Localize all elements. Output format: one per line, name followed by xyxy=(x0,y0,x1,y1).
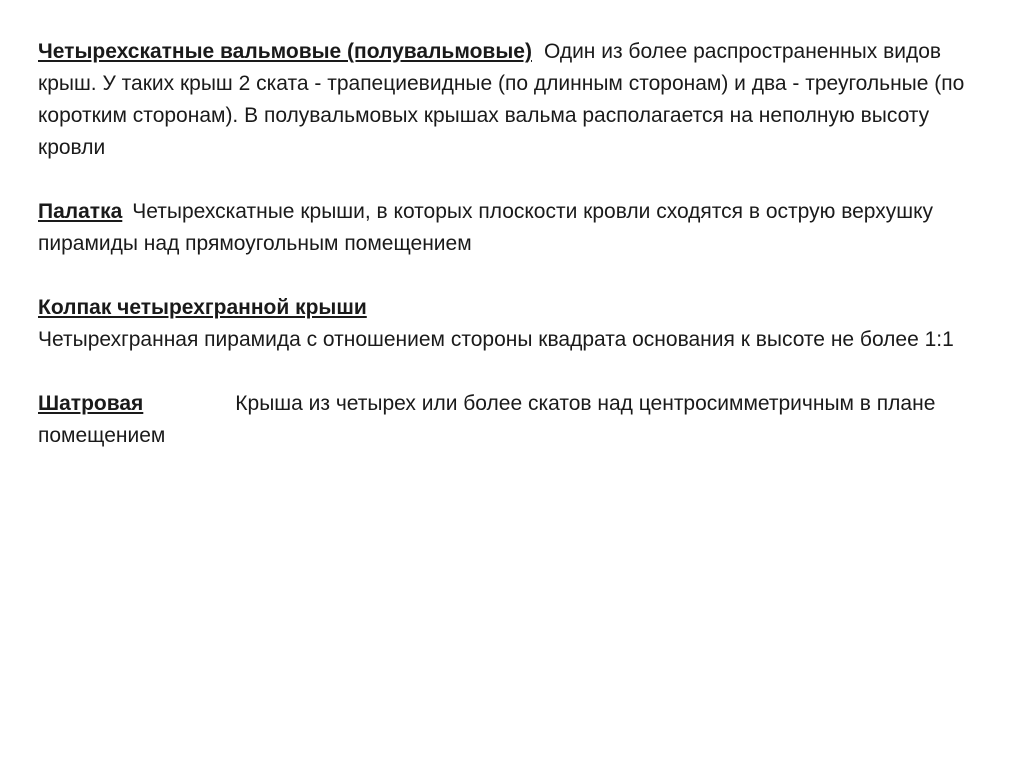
term-hip-roof: Четырехскатные вальмовые (полувальмовые) xyxy=(38,40,532,63)
entry-tent-roof xyxy=(38,196,978,260)
slide-content xyxy=(38,36,978,484)
entry-spire-roof xyxy=(38,388,978,452)
description-pyramid-cap: Четырехгранная пирамида с отношением стороны квадрата основания к высоте не более 1:1 xyxy=(38,328,954,351)
entry-hip-roof xyxy=(38,36,978,164)
entry-pyramid-cap xyxy=(38,292,978,356)
description-hip-roof: Один из более распространенных видов крыш. У таких крыш 2 ската - трапециевидные (по длинным сторонам) и два - треугольные (по коротким сторонам). В полувальмовых крышах вальма располагается на неполную высоту кровли xyxy=(38,40,965,159)
term-spire-roof: Шатровая xyxy=(38,392,144,415)
term-tent-roof: Палатка xyxy=(38,200,123,223)
term-pyramid-cap: Колпак четырехгранной крыши xyxy=(38,296,367,319)
description-tent-roof: Четырехскатные крыши, в которых плоскости кровли сходятся в острую верхушку пирамиды над прямоугольным помещением xyxy=(38,200,934,255)
description-spire-roof: Крыша из четырех или более скатов над центросимметричным в плане помещением xyxy=(38,392,936,447)
